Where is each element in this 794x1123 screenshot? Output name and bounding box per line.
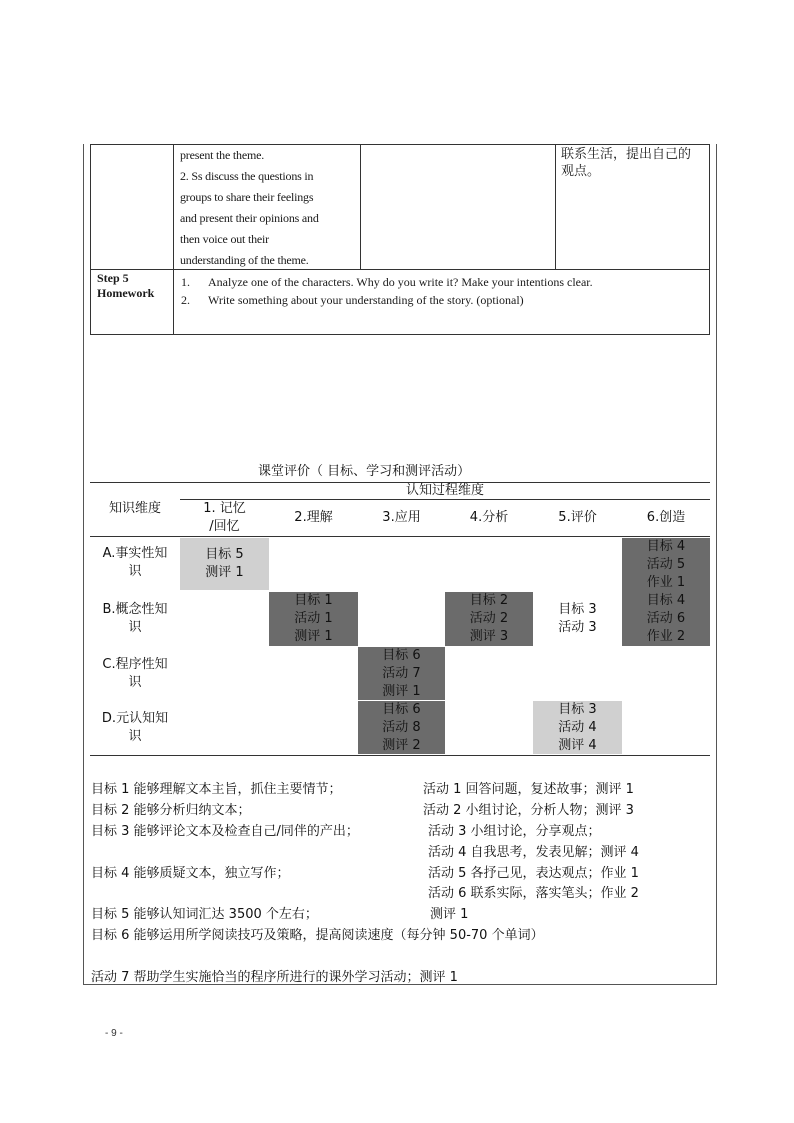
cell-line: 测评 3 — [469, 629, 509, 644]
cell-line: 测评 1 — [382, 683, 421, 699]
cell-line: 作业 2 — [646, 629, 686, 644]
cell-conceptual-analyze — [445, 592, 533, 646]
page-number: - 9 - — [105, 1028, 123, 1039]
cell-line: 活动 8 — [382, 719, 421, 735]
cell-procedural-apply — [358, 647, 445, 700]
row-label-line: A.事实性知 — [102, 546, 168, 561]
cell-line: 目标 1 — [294, 593, 333, 608]
step5-subtitle: Homework — [97, 286, 155, 300]
cell-line: 活动 4 — [558, 719, 597, 735]
cell-line: 目标 5 — [205, 547, 244, 562]
column-header-understand: 2.理解 — [294, 510, 333, 525]
activity-line: 2. Ss discuss the questions in — [180, 169, 314, 183]
row-label-metacognitive — [90, 710, 180, 746]
purpose-line: 联系生活，提出自己的 — [561, 147, 692, 162]
cell-conceptual-create — [622, 592, 710, 646]
cell-line: 活动 3 — [558, 620, 597, 635]
activity-3: 活动 3 小组讨论，分享观点； — [428, 824, 601, 839]
cell-line: 目标 4 — [646, 539, 686, 554]
column-header-apply: 3.应用 — [382, 510, 421, 525]
goal-2: 目标 2 能够分析归纳文本； — [91, 803, 251, 818]
column-header-remember-line1: 1. 记忆 — [203, 501, 246, 516]
step5-title: Step 5 — [97, 271, 129, 285]
row-label-line: 识 — [128, 675, 142, 690]
purpose-cell — [561, 146, 707, 180]
goal-3: 目标 3 能够评论文本及检查自己/同伴的产出； — [91, 824, 359, 839]
step5-label — [97, 271, 154, 301]
goal-5: 目标 5 能够认知词汇达 3500 个左右； — [91, 907, 318, 922]
row-label-procedural — [90, 656, 180, 692]
column-header-remember — [180, 500, 269, 536]
activity-line: and present their opinions and — [180, 211, 319, 225]
cell-line: 作业 1 — [646, 575, 686, 590]
cell-line: 活动 5 — [646, 557, 686, 572]
homework-text: Write something about your understanding of the story. (optional) — [208, 293, 524, 307]
row-label-line: C.程序性知 — [102, 657, 168, 672]
activity-line: then voice out their — [180, 232, 269, 246]
row-label-line: 识 — [128, 729, 142, 744]
activity-cell — [180, 145, 358, 271]
column-header-evaluate: 5.评价 — [558, 510, 597, 525]
row-label-line: B.概念性知 — [102, 602, 168, 617]
cell-line: 目标 3 — [558, 602, 597, 617]
homework-number: 2. — [181, 293, 190, 307]
purpose-line: 观点。 — [561, 164, 601, 179]
goal-1: 目标 1 能够理解文本主旨，抓住主要情节； — [91, 782, 342, 797]
cell-line: 测评 2 — [382, 737, 421, 753]
cell-line: 目标 6 — [382, 647, 421, 663]
assessment-title: 课堂评价（ 目标、学习和测评活动） — [258, 464, 471, 479]
homework-item — [181, 273, 593, 291]
homework-number: 1. — [181, 275, 190, 289]
cell-conceptual-evaluate — [533, 592, 622, 646]
cell-line: 测评 1 — [205, 565, 244, 580]
row-label-line: D.元认知知 — [101, 711, 169, 726]
column-header-create: 6.创造 — [646, 510, 686, 525]
knowledge-dimension-header: 知识维度 — [108, 501, 161, 516]
row-label-conceptual — [90, 601, 180, 637]
homework-text: Analyze one of the characters. Why do you write it? Make your intentions clear. — [208, 275, 593, 289]
cell-line: 目标 2 — [469, 593, 509, 608]
cell-line: 目标 6 — [382, 701, 421, 717]
cognitive-process-header: 认知过程维度 — [405, 483, 484, 498]
column-header-analyze: 4.分析 — [469, 510, 509, 525]
cell-conceptual-understand — [269, 592, 358, 646]
cell-line: 目标 4 — [646, 593, 686, 608]
activity-7: 活动 7 帮助学生实施恰当的程序所进行的课外学习活动；测评 1 — [91, 970, 458, 985]
activity-6-assessment: 测评 1 — [430, 907, 469, 922]
row-label-line: 识 — [128, 564, 142, 579]
activity-line: present the theme. — [180, 148, 265, 162]
cell-line: 活动 7 — [382, 665, 421, 681]
activity-4: 活动 4 自我思考，发表见解；测评 4 — [428, 845, 639, 860]
row-label-factual — [90, 545, 180, 581]
cell-factual-create — [622, 538, 710, 592]
goal-4: 目标 4 能够质疑文本，独立写作； — [91, 866, 290, 881]
cell-factual-remember — [180, 538, 269, 590]
homework-item — [181, 291, 593, 309]
activity-5: 活动 5 各抒己见，表达观点；作业 1 — [428, 866, 639, 881]
column-header-remember-line2: /回忆 — [209, 519, 240, 534]
goal-6: 目标 6 能够运用所学阅读技巧及策略，提高阅读速度（每分钟 50-70 个单词） — [91, 928, 544, 943]
row-label-line: 识 — [128, 620, 142, 635]
homework-list — [181, 273, 593, 309]
cell-line: 测评 1 — [294, 629, 333, 644]
activity-2: 活动 2 小组讨论，分析人物；测评 3 — [423, 803, 634, 818]
cell-line: 活动 1 — [294, 611, 333, 626]
activity-1: 活动 1 回答问题，复述故事；测评 1 — [423, 782, 634, 797]
cell-line: 目标 3 — [558, 701, 597, 717]
activity-line: understanding of the theme. — [180, 253, 309, 267]
activity-6: 活动 6 联系实际，落实笔头；作业 2 — [428, 886, 639, 901]
cell-line: 活动 6 — [646, 611, 686, 626]
cell-line: 测评 4 — [558, 737, 597, 753]
activity-line: groups to share their feelings — [180, 190, 314, 204]
cell-line: 活动 2 — [469, 611, 509, 626]
cell-metacognitive-evaluate — [533, 701, 622, 754]
cell-metacognitive-apply — [358, 701, 445, 754]
